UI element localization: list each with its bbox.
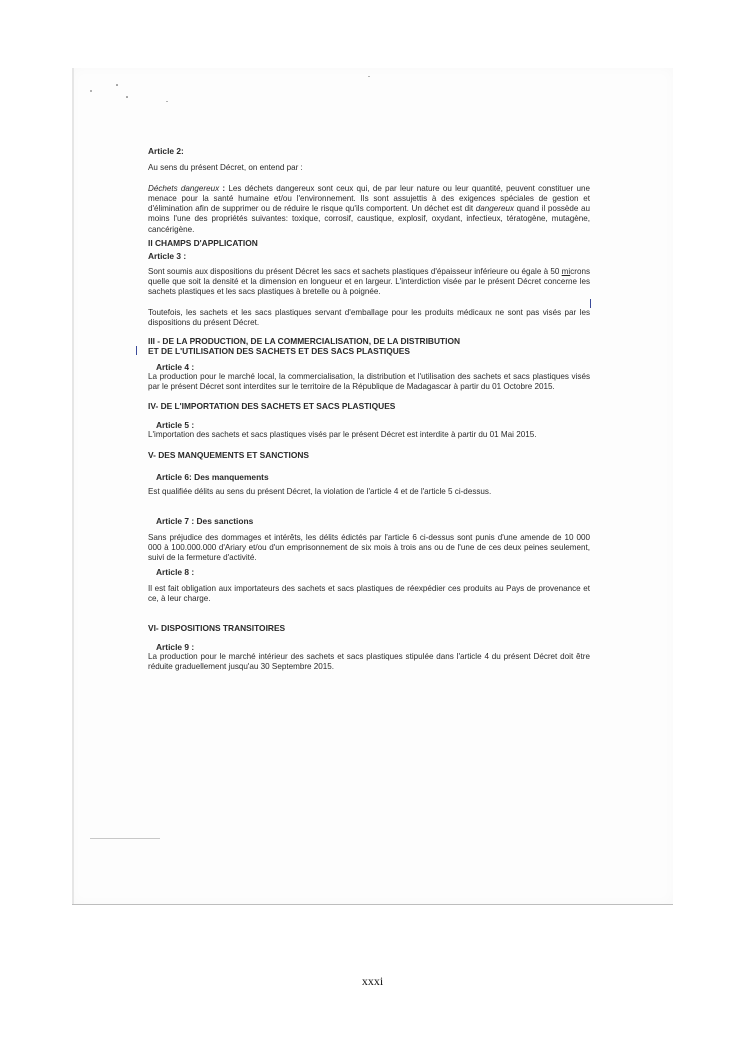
page-number: xxxi: [361, 974, 384, 988]
article-5-heading: Article 5 :: [156, 419, 195, 430]
article-2-definition: [148, 184, 590, 235]
article-2-heading: Article 2:: [148, 146, 184, 156]
article-8-heading: Article 8 :: [156, 566, 195, 577]
margin-mark: [136, 346, 137, 355]
article-4-text: La production pour le marché local, la commercialisation, la distribution et l'utilisation des sachets et sacs plastiques visés par le présent Décret sont interdites sur le territoire de la République de Madagascar à partir du 01 Octobre 2015.: [148, 372, 590, 392]
scan-edge: [72, 68, 74, 904]
article-9-heading: Article 9 :: [156, 641, 195, 652]
article-6-text: Est qualifiée délits au sens du présent Décret, la violation de l'article 4 et de l'article 5 ci-dessus.: [148, 487, 492, 497]
scanned-page: [72, 68, 673, 905]
scan-speck: [166, 101, 168, 102]
section-4-title: IV- DE L'IMPORTATION DES SACHETS ET SACS PLASTIQUES: [148, 400, 396, 411]
decree-text: [148, 146, 590, 673]
scan-speck: [368, 76, 370, 77]
term-dechets-dangereux: Déchets dangereux: [148, 183, 220, 193]
scan-speck: [90, 90, 92, 92]
scan-speck: [116, 84, 118, 86]
scan-speck: [126, 96, 128, 98]
section-6-title: VI- DISPOSITIONS TRANSITOIRES: [148, 622, 286, 633]
section-3-title-line-2: ET DE L'UTILISATION DES SACHETS ET DES SACS PLASTIQUES: [148, 346, 410, 357]
scan-edge-mark: [90, 838, 160, 839]
article-7-heading: Article 7 : Des sanctions: [156, 516, 254, 527]
underlined-text: mi: [561, 266, 571, 276]
article-6-heading: Article 6: Des manquements: [156, 471, 269, 482]
article-3-paragraph-2: Toutefois, les sachets et les sacs plastiques servant d'emballage pour les produits médicaux ne sont pas visés par les dispositions du présent Décret.: [148, 307, 590, 327]
article-3-paragraph-1: [148, 267, 590, 298]
paragraph-part: crons quelle que soit la densité et la dimension en longueur et en largeur. L'interdiction visée par le présent Décret concerne les sachets plastiques et les sacs plastiques à bretelle ou à poignée.: [148, 266, 590, 297]
article-4-heading: Article 4 :: [156, 361, 195, 372]
article-7-text: Sans préjudice des dommages et intérêts, les délits édictés par l'article 6 ci-dessus sont punis d'une amende de 10 000 000 à 100.000.000 d'Ariary et/ou d'un emprisonnement de six mois à trois ans ou de l'une de ces deux peines seulement, suivi de la fermeture d'activité.: [148, 532, 590, 563]
article-2-intro: Au sens du présent Décret, on entend par :: [148, 163, 303, 173]
article-9-text: La production pour le marché intérieur des sachets et sacs plastiques stipulée dans l'article 4 du présent Décret doit être réduite graduellement jusqu'au 30 Septembre 2015.: [148, 652, 590, 672]
section-5-title: V- DES MANQUEMENTS ET SANCTIONS: [148, 449, 309, 460]
margin-mark: [590, 299, 591, 308]
article-5-text: L'importation des sachets et sacs plastiques visés par le présent Décret est interdite à partir du 01 Mai 2015.: [148, 430, 537, 440]
article-3-heading: Article 3 :: [148, 251, 187, 262]
paragraph-part: Sont soumis aux dispositions du présent Décret les sacs et sachets plastiques d'épaisseur inférieure ou égale à 50: [148, 266, 562, 276]
term-colon: :: [219, 183, 229, 193]
definition-part: quand il possède au moins l'une des propriétés suivantes: toxique, corrosif, caustique, explosif, oxydant, infectieux, tératogène, mutagène, cancérigène.: [148, 204, 591, 234]
definition-part: Les déchets dangereux sont ceux qui, de par leur nature ou leur quantité, peuvent constituer une menace pour la santé humaine et/ou l'environnement. Ils sont assujettis à des exigences spéciales de gestion et d'élimination afin de supprimer ou de réduire le risque qu'ils comportent. Un déchet est dit: [148, 183, 590, 214]
section-2-title: II CHAMPS D'APPLICATION: [148, 238, 258, 249]
article-8-text: Il est fait obligation aux importateurs des sachets et sacs plastiques de réexpédier ces produits au Pays de provenance et ce, à leur charge.: [148, 583, 590, 604]
section-3-title-line-1: III - DE LA PRODUCTION, DE LA COMMERCIALISATION, DE LA DISTRIBUTION: [148, 336, 461, 347]
definition-emphasis: dangereux: [475, 204, 515, 214]
